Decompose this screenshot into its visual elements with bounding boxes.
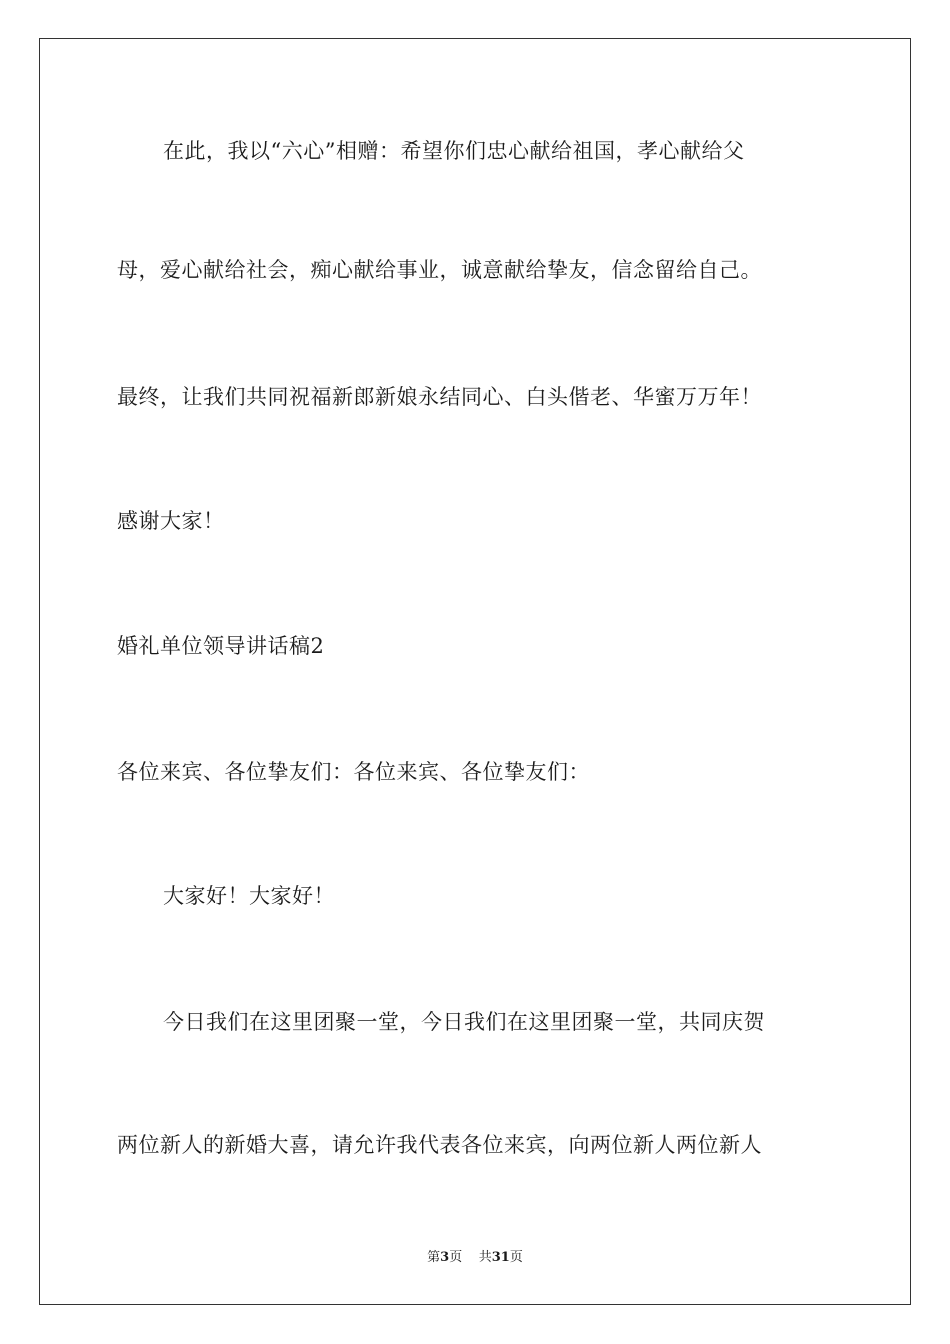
section-heading: 婚礼单位领导讲话稿2 xyxy=(117,634,325,658)
paragraph-line-2: 母，爱心献给社会，痴心献给事业，诚意献给挚友，信念留给自己。 xyxy=(117,258,762,282)
page-border xyxy=(39,38,911,1305)
footer-page-number: 3 xyxy=(440,1250,450,1265)
greeting-line: 大家好！大家好！ xyxy=(163,884,335,908)
paragraph-line-6: 两位新人的新婚大喜，请允许我代表各位来宾，向两位新人两位新人 xyxy=(117,1133,762,1157)
footer-page-prefix: 第 xyxy=(427,1250,441,1265)
salutation-line: 各位来宾、各位挚友们：各位来宾、各位挚友们： xyxy=(117,760,590,784)
footer-total-pages: 31 xyxy=(491,1250,510,1265)
page-footer xyxy=(0,1246,950,1265)
footer-total-suffix: 页 xyxy=(509,1250,523,1265)
footer-page-suffix: 页 xyxy=(449,1250,463,1265)
paragraph-line-3: 最终，让我们共同祝福新郎新娘永结同心、白头偕老、华蜜万万年！ xyxy=(117,385,762,409)
footer-total-prefix: 共 xyxy=(478,1250,492,1265)
paragraph-line-4: 感谢大家！ xyxy=(117,509,225,533)
paragraph-line-1: 在此，我以“六心”相赠：希望你们忠心献给祖国，孝心献给父 xyxy=(163,139,745,163)
paragraph-line-5: 今日我们在这里团聚一堂，今日我们在这里团聚一堂，共同庆贺 xyxy=(163,1010,765,1034)
